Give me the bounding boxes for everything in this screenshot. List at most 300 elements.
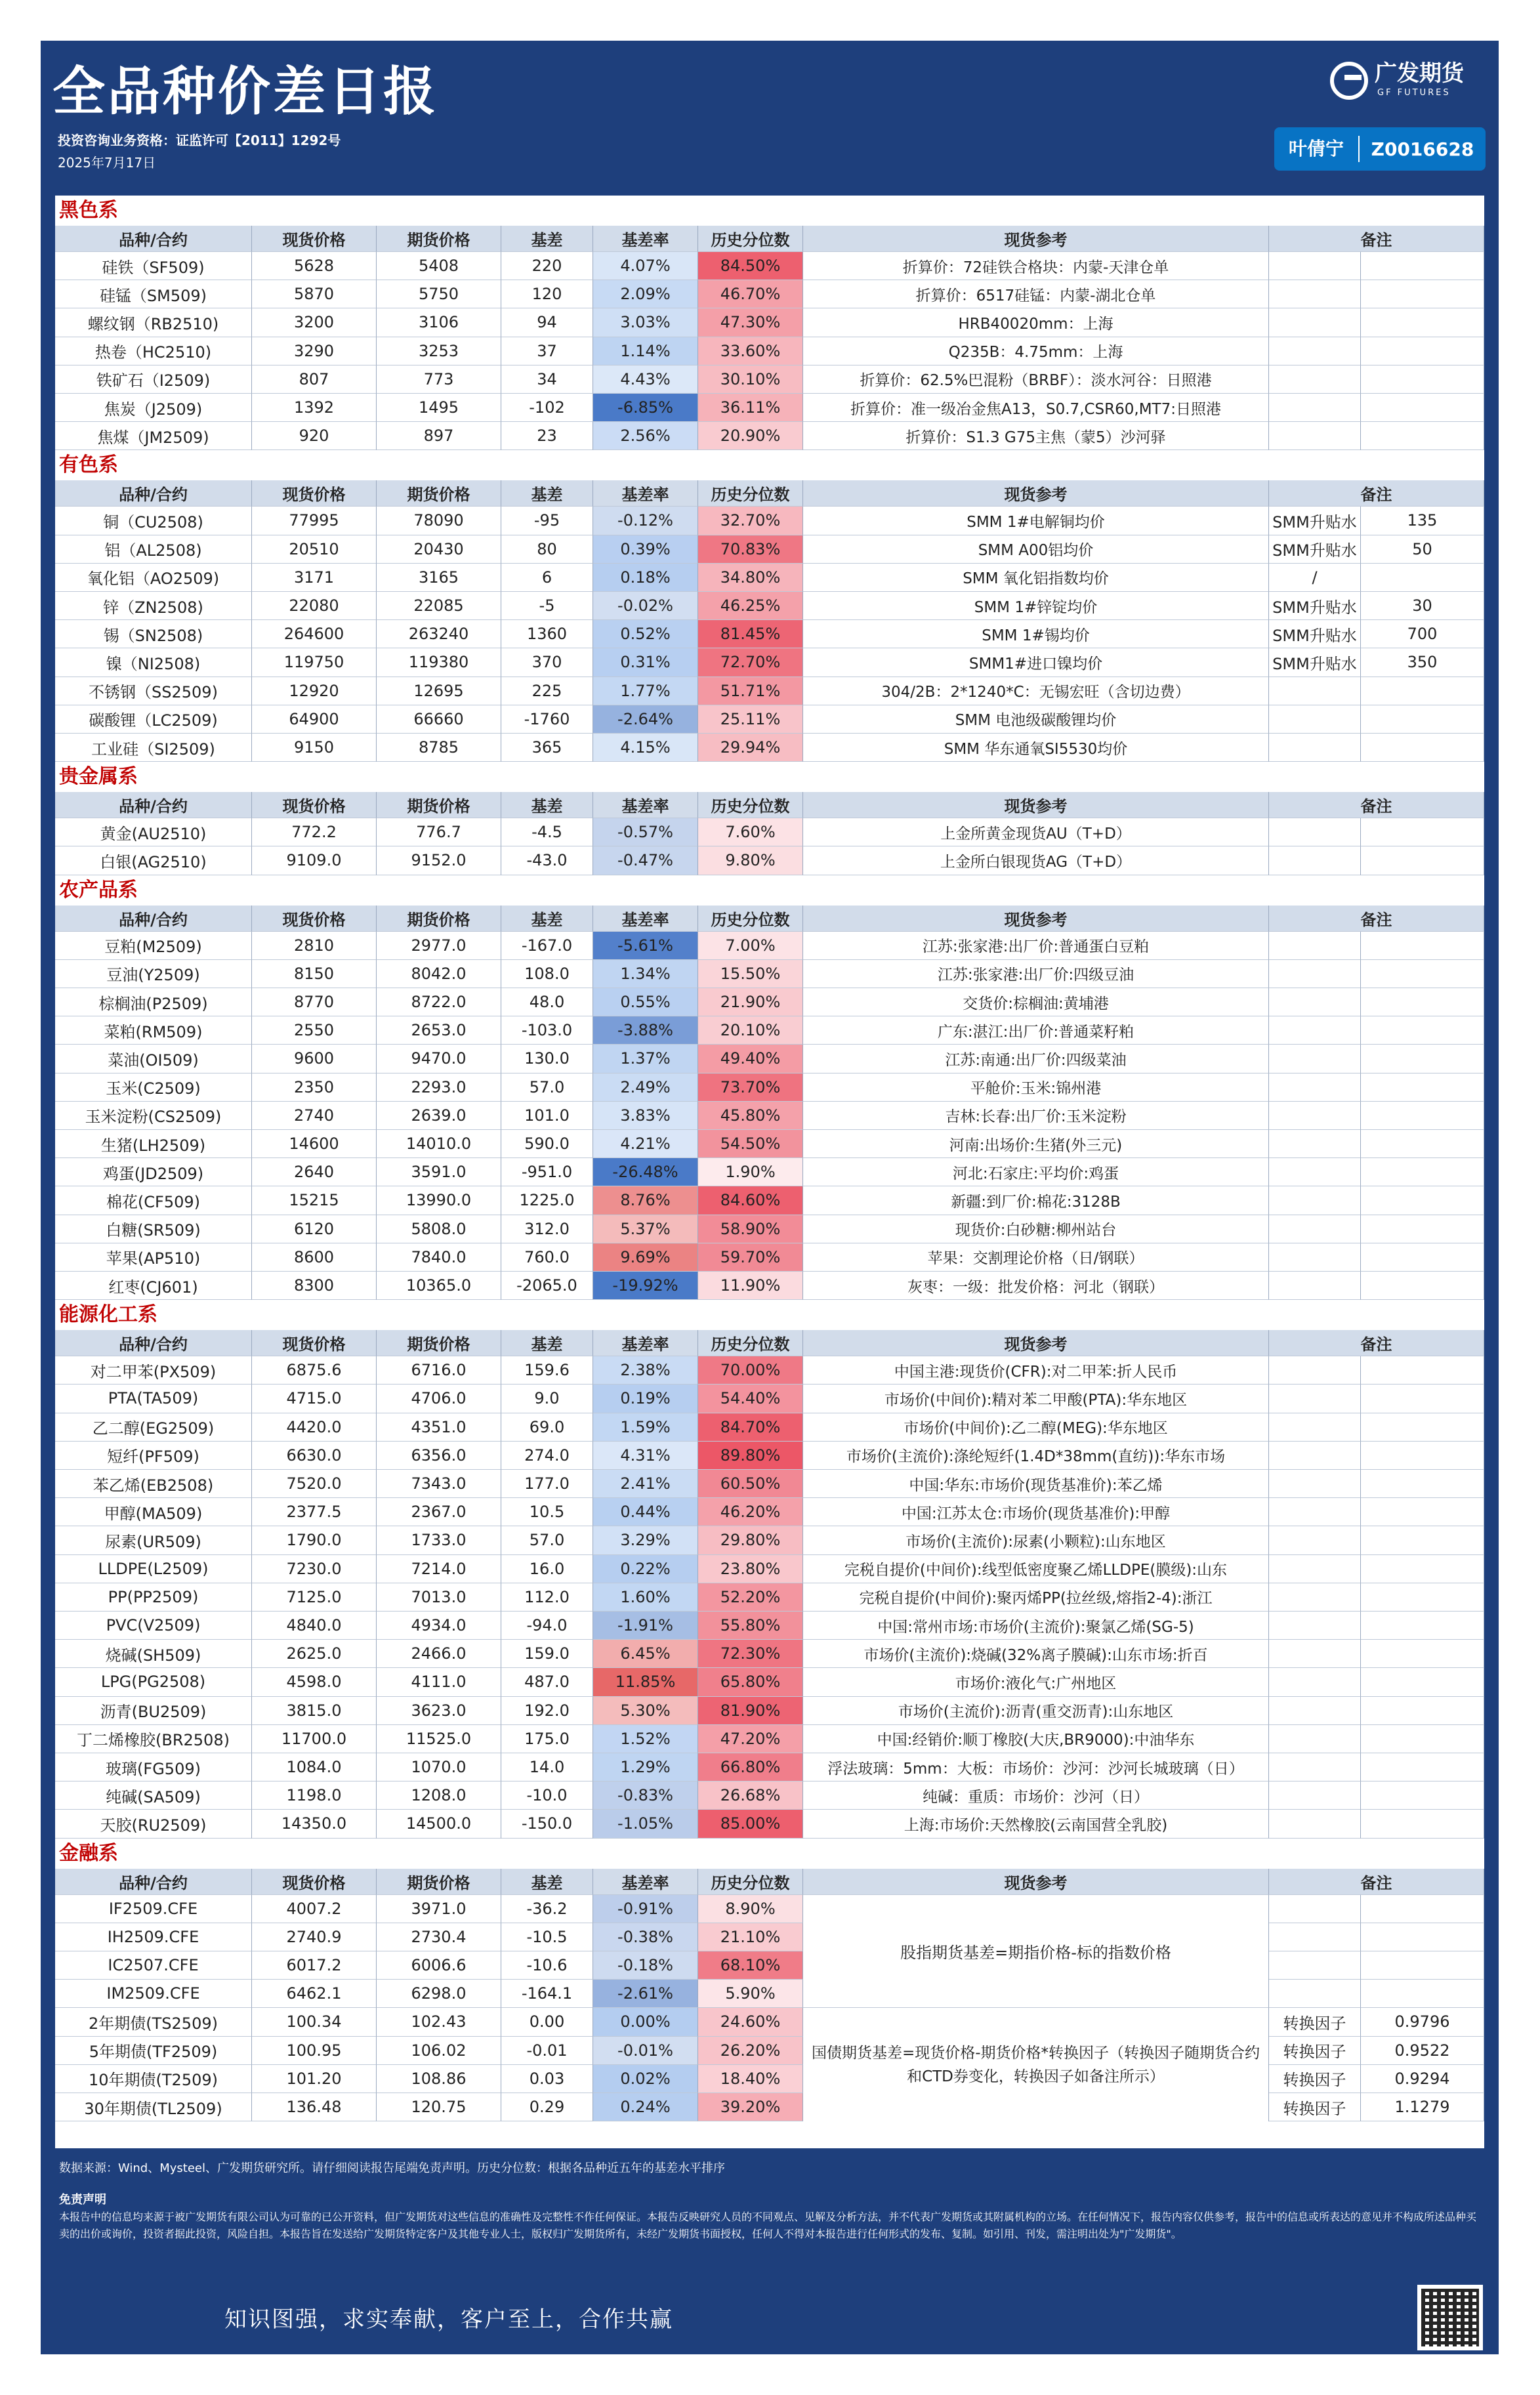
basis-rate: 1.59% — [593, 1413, 698, 1442]
spot-reference: 吉林:长春:出厂价:玉米淀粉 — [803, 1102, 1269, 1130]
historical-percentile: 29.80% — [698, 1526, 803, 1554]
basis: 14.0 — [501, 1753, 593, 1781]
futures-price: 6716.0 — [377, 1356, 501, 1385]
contract-name: IC2507.CFE — [55, 1951, 252, 1980]
spot-reference: 浮法玻璃：5mm：大板：市场价：沙河：沙河长城玻璃（日） — [803, 1753, 1269, 1781]
historical-percentile: 21.10% — [698, 1923, 803, 1951]
basis-rate: -1.05% — [593, 1810, 698, 1838]
note-label — [1269, 705, 1361, 734]
basis-rate: 5.37% — [593, 1215, 698, 1243]
note-label — [1269, 1130, 1361, 1158]
note-value — [1361, 932, 1484, 960]
note-value — [1361, 337, 1484, 365]
contract-name: 菜粕(RM509) — [55, 1016, 252, 1045]
futures-price: 1208.0 — [377, 1781, 501, 1810]
spot-price: 3171 — [252, 564, 377, 592]
spot-reference: 中国:常州市场:市场价(主流价):聚氯乙烯(SG-5) — [803, 1612, 1269, 1640]
futures-price: 2639.0 — [377, 1102, 501, 1130]
note-label — [1269, 818, 1361, 846]
note-label — [1269, 1356, 1361, 1385]
basis-rate: 2.49% — [593, 1073, 698, 1102]
table-row — [55, 1951, 1484, 1980]
basis: 175.0 — [501, 1725, 593, 1753]
contract-name: 红枣(CJ601) — [55, 1272, 252, 1300]
note-value — [1361, 1555, 1484, 1583]
note-value — [1361, 308, 1484, 337]
futures-price: 1070.0 — [377, 1753, 501, 1781]
note-value — [1361, 1697, 1484, 1725]
column-header: 现货价格 — [252, 1869, 377, 1895]
basis-rate: 0.00% — [593, 2008, 698, 2036]
table-header-row — [55, 480, 1484, 507]
futures-price: 4706.0 — [377, 1385, 501, 1413]
historical-percentile: 49.40% — [698, 1045, 803, 1073]
column-header: 期货价格 — [377, 1330, 501, 1356]
note-label: 转换因子 — [1269, 2037, 1361, 2065]
basis: 6 — [501, 564, 593, 592]
column-header: 期货价格 — [377, 1869, 501, 1895]
note-value — [1361, 1895, 1484, 1923]
table-row — [55, 2037, 1484, 2065]
spot-price: 8600 — [252, 1243, 377, 1272]
spot-reference: 新疆:到厂价:棉花:3128B — [803, 1186, 1269, 1215]
spot-price: 9109.0 — [252, 846, 377, 875]
contract-name: 苹果(AP510) — [55, 1243, 252, 1272]
column-header: 基差率 — [593, 1869, 698, 1895]
basis: 130.0 — [501, 1045, 593, 1073]
spot-price: 11700.0 — [252, 1725, 377, 1753]
note-value — [1361, 1045, 1484, 1073]
table-row — [55, 592, 1484, 620]
futures-price: 4111.0 — [377, 1668, 501, 1696]
spot-reference: 江苏:南通:出厂价:四级菜油 — [803, 1045, 1269, 1073]
basis-rate: 2.38% — [593, 1356, 698, 1385]
historical-percentile: 1.90% — [698, 1158, 803, 1186]
table-row — [55, 620, 1484, 648]
basis: -5 — [501, 592, 593, 620]
basis: -95 — [501, 507, 593, 535]
spot-price: 8770 — [252, 988, 377, 1016]
note-label: SMM升贴水 — [1269, 648, 1361, 677]
spot-reference: 苹果：交割理论价格（日/钢联） — [803, 1243, 1269, 1272]
note-value — [1361, 1158, 1484, 1186]
spot-price: 20510 — [252, 535, 377, 564]
column-header: 基差 — [501, 792, 593, 818]
futures-price: 1733.0 — [377, 1526, 501, 1554]
note-value — [1361, 1526, 1484, 1554]
column-header: 备注 — [1269, 1869, 1484, 1895]
futures-price: 66660 — [377, 705, 501, 734]
historical-percentile: 46.25% — [698, 592, 803, 620]
table-header-row — [55, 792, 1484, 818]
column-header: 基差 — [501, 1869, 593, 1895]
futures-price: 6298.0 — [377, 1980, 501, 2008]
futures-price: 119380 — [377, 648, 501, 677]
basis-rate: 1.34% — [593, 960, 698, 988]
contract-name: 玉米淀粉(CS2509) — [55, 1102, 252, 1130]
table-row — [55, 252, 1484, 280]
section-title: 能源化工系 — [55, 1300, 1484, 1330]
spot-price: 12920 — [252, 677, 377, 705]
contract-name: 乙二醇(EG2509) — [55, 1413, 252, 1442]
futures-price: 3253 — [377, 337, 501, 365]
futures-price: 7840.0 — [377, 1243, 501, 1272]
futures-price: 78090 — [377, 507, 501, 535]
note-label — [1269, 932, 1361, 960]
note-value — [1361, 1243, 1484, 1272]
note-value — [1361, 252, 1484, 280]
note-value — [1361, 1130, 1484, 1158]
contract-name: 天胶(RU2509) — [55, 1810, 252, 1838]
basis: 1225.0 — [501, 1186, 593, 1215]
spot-price: 920 — [252, 422, 377, 450]
spot-reference: SMM 1#电解铜均价 — [803, 507, 1269, 535]
note-value — [1361, 1612, 1484, 1640]
futures-price: 7343.0 — [377, 1470, 501, 1498]
note-label — [1269, 988, 1361, 1016]
table-row — [55, 1186, 1484, 1215]
contract-name: 氧化铝（AO2509) — [55, 564, 252, 592]
historical-percentile: 54.40% — [698, 1385, 803, 1413]
historical-percentile: 65.80% — [698, 1668, 803, 1696]
table-row — [55, 365, 1484, 394]
note-value: 0.9522 — [1361, 2037, 1484, 2065]
contract-name: 黄金(AU2510) — [55, 818, 252, 846]
basis-rate: 3.29% — [593, 1526, 698, 1554]
historical-percentile: 84.70% — [698, 1413, 803, 1442]
note-label — [1269, 1753, 1361, 1781]
note-value — [1361, 818, 1484, 846]
basis: -167.0 — [501, 932, 593, 960]
spot-price: 1392 — [252, 394, 377, 422]
column-header: 品种/合约 — [55, 792, 252, 818]
basis-rate: 0.02% — [593, 2065, 698, 2093]
historical-percentile: 32.70% — [698, 507, 803, 535]
note-value — [1361, 677, 1484, 705]
contract-name: 短纤(PF509) — [55, 1442, 252, 1470]
column-header: 历史分位数 — [698, 1869, 803, 1895]
bond-basis-formula: 国债期货基差=现货价格-期货价格*转换因子（转换因子随期货合约和CTD券变化，转换因子如备注所示） — [803, 2008, 1269, 2121]
futures-price: 5808.0 — [377, 1215, 501, 1243]
spot-price: 2740 — [252, 1102, 377, 1130]
basis-rate: 11.85% — [593, 1668, 698, 1696]
note-label — [1269, 1555, 1361, 1583]
spot-reference: 折算价：72硅铁合格块：内蒙-天津仓单 — [803, 252, 1269, 280]
column-header: 现货价格 — [252, 1330, 377, 1356]
note-value — [1361, 1725, 1484, 1753]
historical-percentile: 89.80% — [698, 1442, 803, 1470]
futures-price: 5408 — [377, 252, 501, 280]
spot-reference: 市场价(主流价):尿素(小颗粒):山东地区 — [803, 1526, 1269, 1554]
spot-price: 14350.0 — [252, 1810, 377, 1838]
note-value — [1361, 280, 1484, 308]
historical-percentile: 21.90% — [698, 988, 803, 1016]
note-value — [1361, 1442, 1484, 1470]
column-header: 现货价格 — [252, 792, 377, 818]
spot-reference: 完税自提价(中间价):线型低密度聚乙烯LLDPE(膜级):山东 — [803, 1555, 1269, 1583]
futures-price: 776.7 — [377, 818, 501, 846]
futures-price: 20430 — [377, 535, 501, 564]
column-header: 现货价格 — [252, 480, 377, 507]
historical-percentile: 36.11% — [698, 394, 803, 422]
spot-price: 2810 — [252, 932, 377, 960]
futures-price: 263240 — [377, 620, 501, 648]
futures-price: 108.86 — [377, 2065, 501, 2093]
table-row — [55, 422, 1484, 450]
historical-percentile: 84.60% — [698, 1186, 803, 1215]
futures-price: 3106 — [377, 308, 501, 337]
contract-name: 纯碱(SA509) — [55, 1781, 252, 1810]
table-row — [55, 1243, 1484, 1272]
note-value — [1361, 846, 1484, 875]
note-label — [1269, 365, 1361, 394]
note-label — [1269, 1526, 1361, 1554]
table-row — [55, 1158, 1484, 1186]
basis-rate: 1.60% — [593, 1583, 698, 1612]
spot-price: 1790.0 — [252, 1526, 377, 1554]
gf-futures-logo — [1330, 60, 1488, 113]
note-value — [1361, 1272, 1484, 1300]
note-value: 700 — [1361, 620, 1484, 648]
table-row — [55, 1130, 1484, 1158]
basis: 10.5 — [501, 1498, 593, 1526]
spot-reference: SMM 1#锡均价 — [803, 620, 1269, 648]
spot-reference: 市场价(主流价):沥青(重交沥青):山东地区 — [803, 1697, 1269, 1725]
basis: -10.6 — [501, 1951, 593, 1980]
column-header: 基差 — [501, 1330, 593, 1356]
note-label — [1269, 846, 1361, 875]
section-title: 有色系 — [55, 450, 1484, 480]
historical-percentile: 5.90% — [698, 1980, 803, 2008]
note-value — [1361, 1781, 1484, 1810]
futures-price: 4934.0 — [377, 1612, 501, 1640]
wechat-qr-code[interactable] — [1417, 2285, 1483, 2350]
column-header: 期货价格 — [377, 906, 501, 932]
historical-percentile: 25.11% — [698, 705, 803, 734]
basis-rate: 0.31% — [593, 648, 698, 677]
basis-rate: -0.57% — [593, 818, 698, 846]
table-header-row — [55, 226, 1484, 252]
basis-rate: -0.91% — [593, 1895, 698, 1923]
note-value — [1361, 1073, 1484, 1102]
table-row — [55, 280, 1484, 308]
note-value — [1361, 1923, 1484, 1951]
futures-price: 11525.0 — [377, 1725, 501, 1753]
basis: 225 — [501, 677, 593, 705]
contract-name: 碳酸锂（LC2509) — [55, 705, 252, 734]
spot-price: 1198.0 — [252, 1781, 377, 1810]
basis-rate: 0.22% — [593, 1555, 698, 1583]
spot-reference: 304/2B：2*1240*C：无锡宏旺（含切边费） — [803, 677, 1269, 705]
basis: 220 — [501, 252, 593, 280]
column-header: 基差率 — [593, 906, 698, 932]
contract-name: 5年期债(TF2509) — [55, 2037, 252, 2065]
note-label: SMM升贴水 — [1269, 535, 1361, 564]
futures-price: 10365.0 — [377, 1272, 501, 1300]
note-value — [1361, 960, 1484, 988]
contract-name: 鸡蛋(JD2509) — [55, 1158, 252, 1186]
historical-percentile: 51.71% — [698, 677, 803, 705]
basis: 23 — [501, 422, 593, 450]
contract-name: 豆粕(M2509) — [55, 932, 252, 960]
basis-rate: 1.29% — [593, 1753, 698, 1781]
note-value: 0.9294 — [1361, 2065, 1484, 2093]
spot-reference: 中国:华东:市场价(现货基准价):苯乙烯 — [803, 1470, 1269, 1498]
table-row — [55, 648, 1484, 677]
spot-price: 8300 — [252, 1272, 377, 1300]
table-row — [55, 734, 1484, 762]
note-label — [1269, 960, 1361, 988]
table-row — [55, 564, 1484, 592]
contract-name: 硅锰（SM509) — [55, 280, 252, 308]
column-header: 基差率 — [593, 1330, 698, 1356]
historical-percentile: 46.20% — [698, 1498, 803, 1526]
license-text: 投资咨询业务资格：证监许可【2011】1292号 — [58, 133, 341, 148]
table-row — [55, 1583, 1484, 1612]
note-label — [1269, 1612, 1361, 1640]
table-row — [55, 960, 1484, 988]
basis: 590.0 — [501, 1130, 593, 1158]
table-row — [55, 1470, 1484, 1498]
spot-reference: 纯碱：重质：市场价：沙河（日） — [803, 1781, 1269, 1810]
spot-price: 4420.0 — [252, 1413, 377, 1442]
futures-price: 9470.0 — [377, 1045, 501, 1073]
basis: 274.0 — [501, 1442, 593, 1470]
historical-percentile: 24.60% — [698, 2008, 803, 2036]
note-label — [1269, 1697, 1361, 1725]
basis: 80 — [501, 535, 593, 564]
contract-name: LLDPE(L2509) — [55, 1555, 252, 1583]
futures-price: 3623.0 — [377, 1697, 501, 1725]
historical-percentile: 9.80% — [698, 846, 803, 875]
historical-percentile: 60.50% — [698, 1470, 803, 1498]
basis-rate: -0.18% — [593, 1951, 698, 1980]
basis: 760.0 — [501, 1243, 593, 1272]
spot-reference: SMM1#进口镍均价 — [803, 648, 1269, 677]
note-value — [1361, 1498, 1484, 1526]
qr-label: 关注微信公众号 — [1412, 2355, 1476, 2365]
basis-rate: -0.12% — [593, 507, 698, 535]
futures-price: 2730.4 — [377, 1923, 501, 1951]
author-badge — [1274, 127, 1486, 171]
table-row — [55, 1272, 1484, 1300]
basis: -102 — [501, 394, 593, 422]
contract-name: 铝（AL2508) — [55, 535, 252, 564]
basis: 16.0 — [501, 1555, 593, 1583]
futures-price: 12695 — [377, 677, 501, 705]
historical-percentile: 58.90% — [698, 1215, 803, 1243]
contract-name: 镍（NI2508) — [55, 648, 252, 677]
note-label — [1269, 1895, 1361, 1923]
note-value — [1361, 705, 1484, 734]
table-header-row — [55, 1869, 1484, 1895]
note-label — [1269, 1923, 1361, 1951]
futures-price: 7013.0 — [377, 1583, 501, 1612]
spot-price: 2740.9 — [252, 1923, 377, 1951]
historical-percentile: 52.20% — [698, 1583, 803, 1612]
basis: 101.0 — [501, 1102, 593, 1130]
note-value: 135 — [1361, 507, 1484, 535]
contract-name: IF2509.CFE — [55, 1895, 252, 1923]
column-header: 品种/合约 — [55, 1330, 252, 1356]
contract-name: 棕榈油(P2509) — [55, 988, 252, 1016]
note-label — [1269, 677, 1361, 705]
spot-price: 5628 — [252, 252, 377, 280]
historical-percentile: 23.80% — [698, 1555, 803, 1583]
column-header: 备注 — [1269, 1330, 1484, 1356]
futures-price: 106.02 — [377, 2037, 501, 2065]
column-header: 历史分位数 — [698, 226, 803, 252]
basis: 0.29 — [501, 2093, 593, 2121]
spot-price: 9600 — [252, 1045, 377, 1073]
table-row — [55, 1526, 1484, 1554]
contract-name: 焦煤（JM2509) — [55, 422, 252, 450]
historical-percentile: 20.90% — [698, 422, 803, 450]
basis-rate: -0.38% — [593, 1923, 698, 1951]
historical-percentile: 70.83% — [698, 535, 803, 564]
note-label: SMM升贴水 — [1269, 507, 1361, 535]
note-value: 50 — [1361, 535, 1484, 564]
note-value — [1361, 365, 1484, 394]
spot-reference: SMM A00铝均价 — [803, 535, 1269, 564]
futures-price: 8042.0 — [377, 960, 501, 988]
basis: -43.0 — [501, 846, 593, 875]
note-value: 350 — [1361, 648, 1484, 677]
futures-price: 2977.0 — [377, 932, 501, 960]
basis-rate: 4.43% — [593, 365, 698, 394]
basis: 120 — [501, 280, 593, 308]
spot-reference: 上金所白银现货AG（T+D） — [803, 846, 1269, 875]
column-header: 现货参考 — [803, 480, 1269, 507]
basis: -103.0 — [501, 1016, 593, 1045]
futures-price: 120.75 — [377, 2093, 501, 2121]
column-header: 基差率 — [593, 480, 698, 507]
note-label — [1269, 1980, 1361, 2008]
note-value: 30 — [1361, 592, 1484, 620]
spot-price: 64900 — [252, 705, 377, 734]
contract-name: PTA(TA509) — [55, 1385, 252, 1413]
spot-price: 7125.0 — [252, 1583, 377, 1612]
basis: 9.0 — [501, 1385, 593, 1413]
historical-percentile: 11.90% — [698, 1272, 803, 1300]
column-header: 现货参考 — [803, 1330, 1269, 1356]
basis-rate: -0.01% — [593, 2037, 698, 2065]
note-value: 1.1279 — [1361, 2093, 1484, 2121]
spot-reference: 中国:经销价:顺丁橡胶(大庆,BR9000):中油华东 — [803, 1725, 1269, 1753]
contract-name: IM2509.CFE — [55, 1980, 252, 2008]
basis-rate: 1.77% — [593, 677, 698, 705]
note-label — [1269, 1725, 1361, 1753]
historical-percentile: 18.40% — [698, 2065, 803, 2093]
spot-reference: 河南:出场价:生猪(外三元) — [803, 1130, 1269, 1158]
column-header: 基差 — [501, 906, 593, 932]
note-value — [1361, 1583, 1484, 1612]
note-value — [1361, 394, 1484, 422]
table-row — [55, 1895, 1484, 1923]
basis-rate: 0.52% — [593, 620, 698, 648]
data-source-note: 数据来源：Wind、Mysteel、广发期货研究所。请仔细阅读报告尾端免责声明。历史分位数：根据各品种近五年的基差水平排序 — [59, 2161, 725, 2175]
spot-price: 264600 — [252, 620, 377, 648]
contract-name: 尿素(UR509) — [55, 1526, 252, 1554]
contract-name: 烧碱(SH509) — [55, 1640, 252, 1668]
column-header: 历史分位数 — [698, 906, 803, 932]
historical-percentile: 8.90% — [698, 1895, 803, 1923]
spot-price: 1084.0 — [252, 1753, 377, 1781]
historical-percentile: 85.00% — [698, 1810, 803, 1838]
note-value — [1361, 1215, 1484, 1243]
note-label — [1269, 422, 1361, 450]
note-label: / — [1269, 564, 1361, 592]
